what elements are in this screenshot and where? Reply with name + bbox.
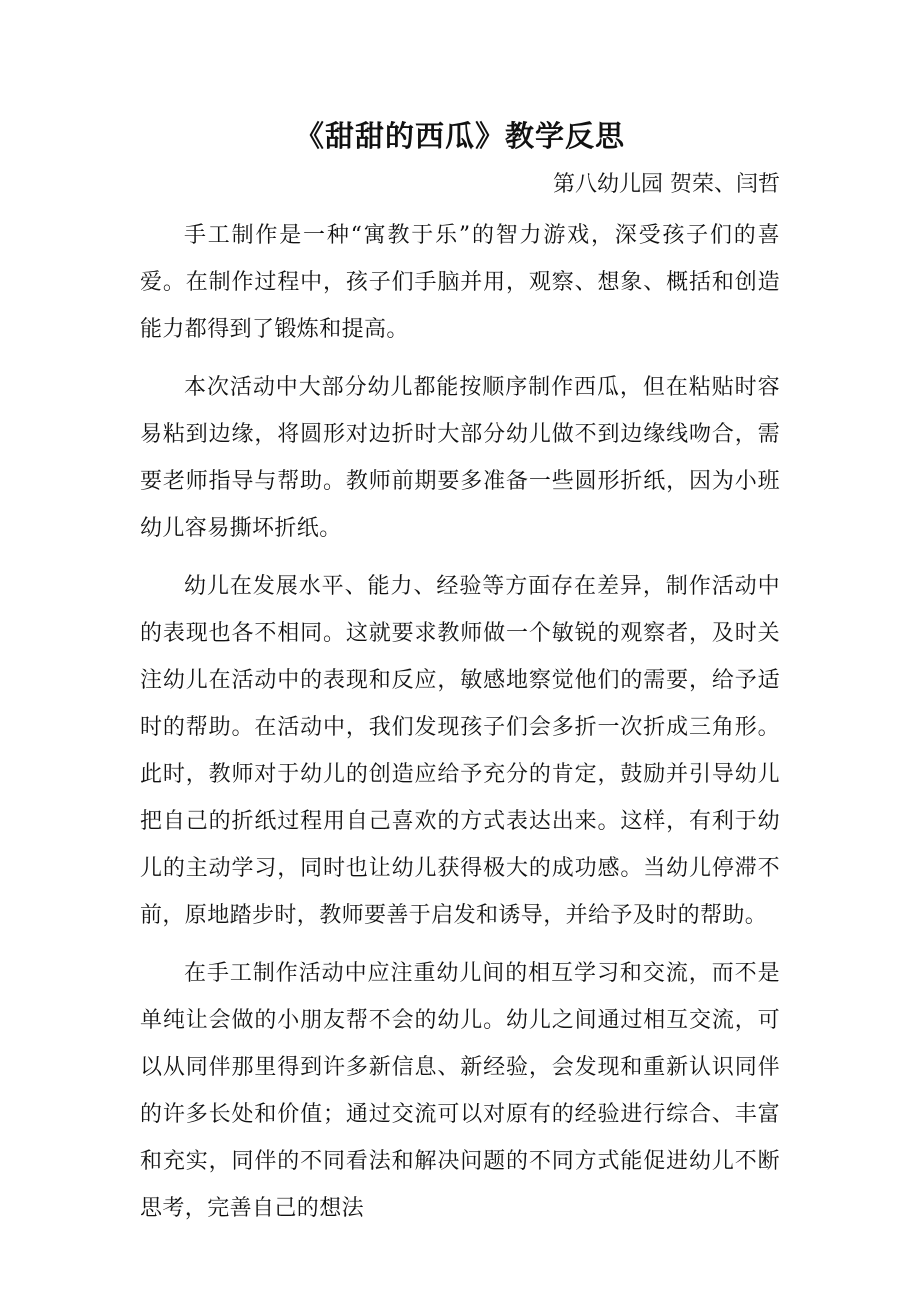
paragraph-1: 手工制作是一种“寓教于乐”的智力游戏，深受孩子们的喜爱。在制作过程中，孩子们手脑并用，观察、想象、概括和创造能力都得到了锻炼和提高。 — [140, 223, 780, 342]
paragraph-3: 幼儿在发展水平、能力、经验等方面存在差异，制作活动中的表现也各不相同。这就要求教师做一个敏锐的观察者，及时关注幼儿在活动中的表现和反应，敏感地察觉他们的需要，给予适时的帮助。在活动中，我们发现孩子们会多折一次折成三角形。此时，教师对于幼儿的创造应给予充分的肯定，鼓励并引导幼儿把自己的折纸过程用自己喜欢的方式表达出来。这样，有利于幼儿的主动学习，同时也让幼儿获得极大的成功感。当幼儿停滞不前，原地踏步时，教师要善于启发和诱导，并给予及时的帮助。 — [140, 574, 780, 928]
paragraph-4: 在手工制作活动中应注重幼儿间的相互学习和交流，而不是单纯让会做的小朋友帮不会的幼儿。幼儿之间通过相互交流，可以从同伴那里得到许多新信息、新经验，会发现和重新认识同伴的许多长处和价值；通过交流可以对原有的经验进行综合、丰富和充实，同伴的不同看法和解决问题的不同方式能促进幼儿不断思考，完善自己的想法 — [140, 961, 780, 1221]
document-title: 《甜甜的西瓜》教学反思 — [294, 119, 625, 153]
paragraph-2: 本次活动中大部分幼儿都能按顺序制作西瓜，但在粘贴时容易粘到边缘，将圆形对边折时大部分幼儿做不到边缘线吻合，需要老师指导与帮助。教师前期要多准备一些圆形折纸，因为小班幼儿容易撕坏折纸。 — [140, 375, 780, 541]
author-line: 第八幼儿园 贺荣、闫哲 — [553, 172, 780, 197]
document-body — [140, 212, 780, 1243]
